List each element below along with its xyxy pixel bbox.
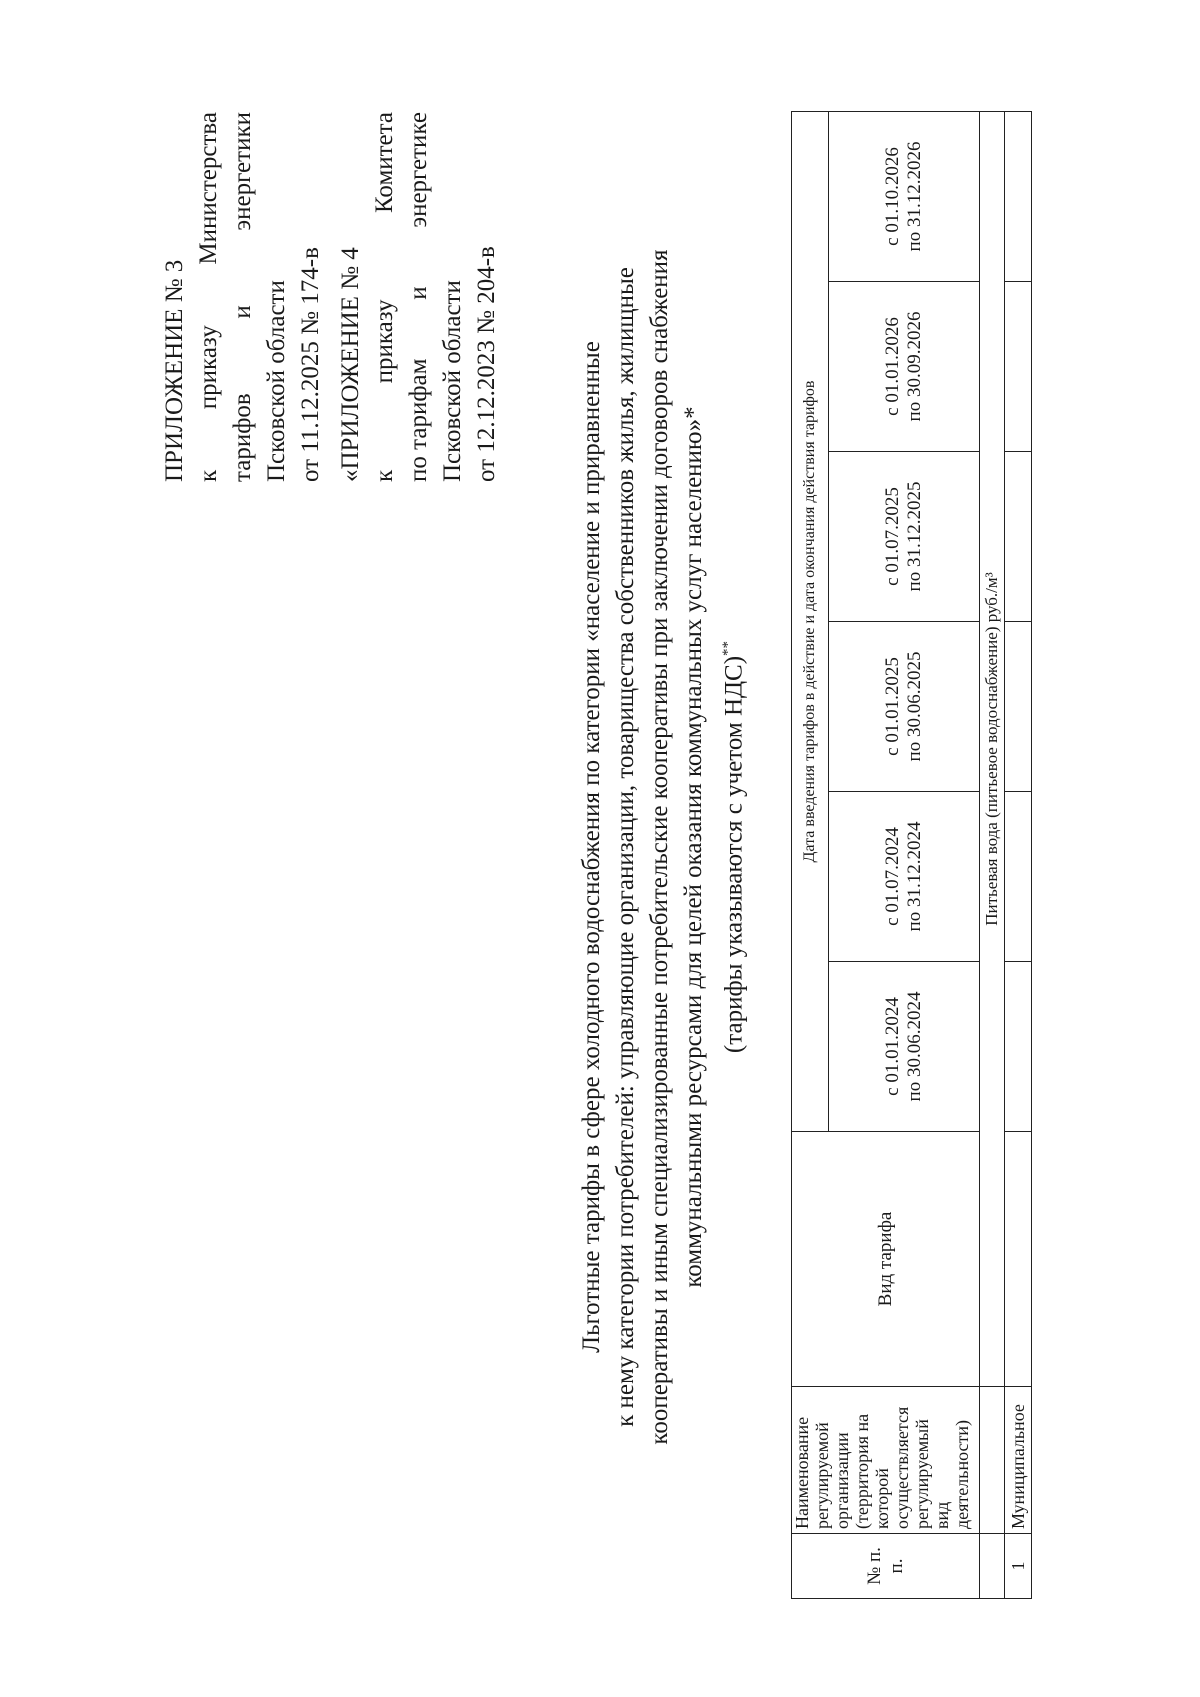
tariff-table xyxy=(791,111,1032,1599)
table-row xyxy=(1005,112,1032,1599)
appendix-order-line: к приказу Министерства xyxy=(195,112,222,482)
period-cell: с 01.01.2024 по 30.06.2024 xyxy=(829,962,980,1132)
footnote-marker: ** xyxy=(720,640,736,656)
row-number: 1 xyxy=(1005,1534,1032,1599)
section-spacer xyxy=(980,1534,1005,1599)
header-tariff-kind: Вид тарифа xyxy=(792,1132,980,1387)
period-cell: с 01.07.2025 по 31.12.2025 xyxy=(829,452,980,622)
appendix-date-number: от 11.12.2025 № 174-в xyxy=(297,247,324,482)
row-cell xyxy=(1005,792,1032,962)
appendix-title: «ПРИЛОЖЕНИЕ № 4 xyxy=(337,247,364,482)
header-dates: Дата введения тарифов в действие и дата окончания действия тарифов xyxy=(792,112,829,1132)
row-cell xyxy=(1005,282,1032,452)
table-section-row xyxy=(980,112,1005,1599)
title-line: кооперативы и иным специализированные потребительские кооперативы при заключении договоров снабжения xyxy=(646,249,673,1445)
row-cell xyxy=(1005,1132,1032,1387)
appendix-current xyxy=(158,112,328,482)
row-organization: Муниципальное xyxy=(1005,1387,1032,1534)
row-cell xyxy=(1005,962,1032,1132)
title-line: коммунальными ресурсами для целей оказания коммунальных услуг населению»* xyxy=(680,406,707,1288)
section-label: Питьевая вода (питьевое водоснабжение) руб./м³ xyxy=(980,112,1005,1387)
period-cell: с 01.10.2026 по 31.12.2026 xyxy=(829,112,980,282)
appendix-date-number: от 12.12.2023 № 204-в xyxy=(473,246,500,482)
header-number: № п. п. xyxy=(792,1534,980,1599)
appendix-order-line: к приказу Комитета xyxy=(371,112,398,482)
row-cell xyxy=(1005,622,1032,792)
appendix-authority-line: по тарифам и энергетике xyxy=(405,112,432,482)
period-cell: с 01.01.2025 по 30.06.2025 xyxy=(829,622,980,792)
table-header-row xyxy=(792,112,829,1599)
appendix-authority-line: тарифов и энергетики xyxy=(229,112,256,482)
appendix-previous xyxy=(334,112,504,482)
title-line: Льготные тарифы в сфере холодного водоснабжения по категории «население и приравненные xyxy=(578,341,605,1353)
appendix-title: ПРИЛОЖЕНИЕ № 3 xyxy=(161,259,188,482)
row-cell xyxy=(1005,452,1032,622)
header-organization: Наименование регулируемой организации (территория на которой осуществляется регулируемый вид деятельности) xyxy=(792,1387,980,1534)
row-cell xyxy=(1005,112,1032,282)
period-cell: с 01.01.2026 по 30.09.2026 xyxy=(829,282,980,452)
section-spacer xyxy=(980,1387,1005,1534)
period-cell: с 01.07.2024 по 31.12.2024 xyxy=(829,792,980,962)
document-title xyxy=(575,117,751,1577)
appendix-region: Псковской области xyxy=(263,280,290,482)
title-vat-note: (тарифы указываются с учетом НДС)** xyxy=(720,640,748,1054)
appendix-region: Псковской области xyxy=(439,280,466,482)
title-line: к нему категории потребителей: управляющие организации, товарищества собственников жилья, жилищные xyxy=(612,267,639,1427)
